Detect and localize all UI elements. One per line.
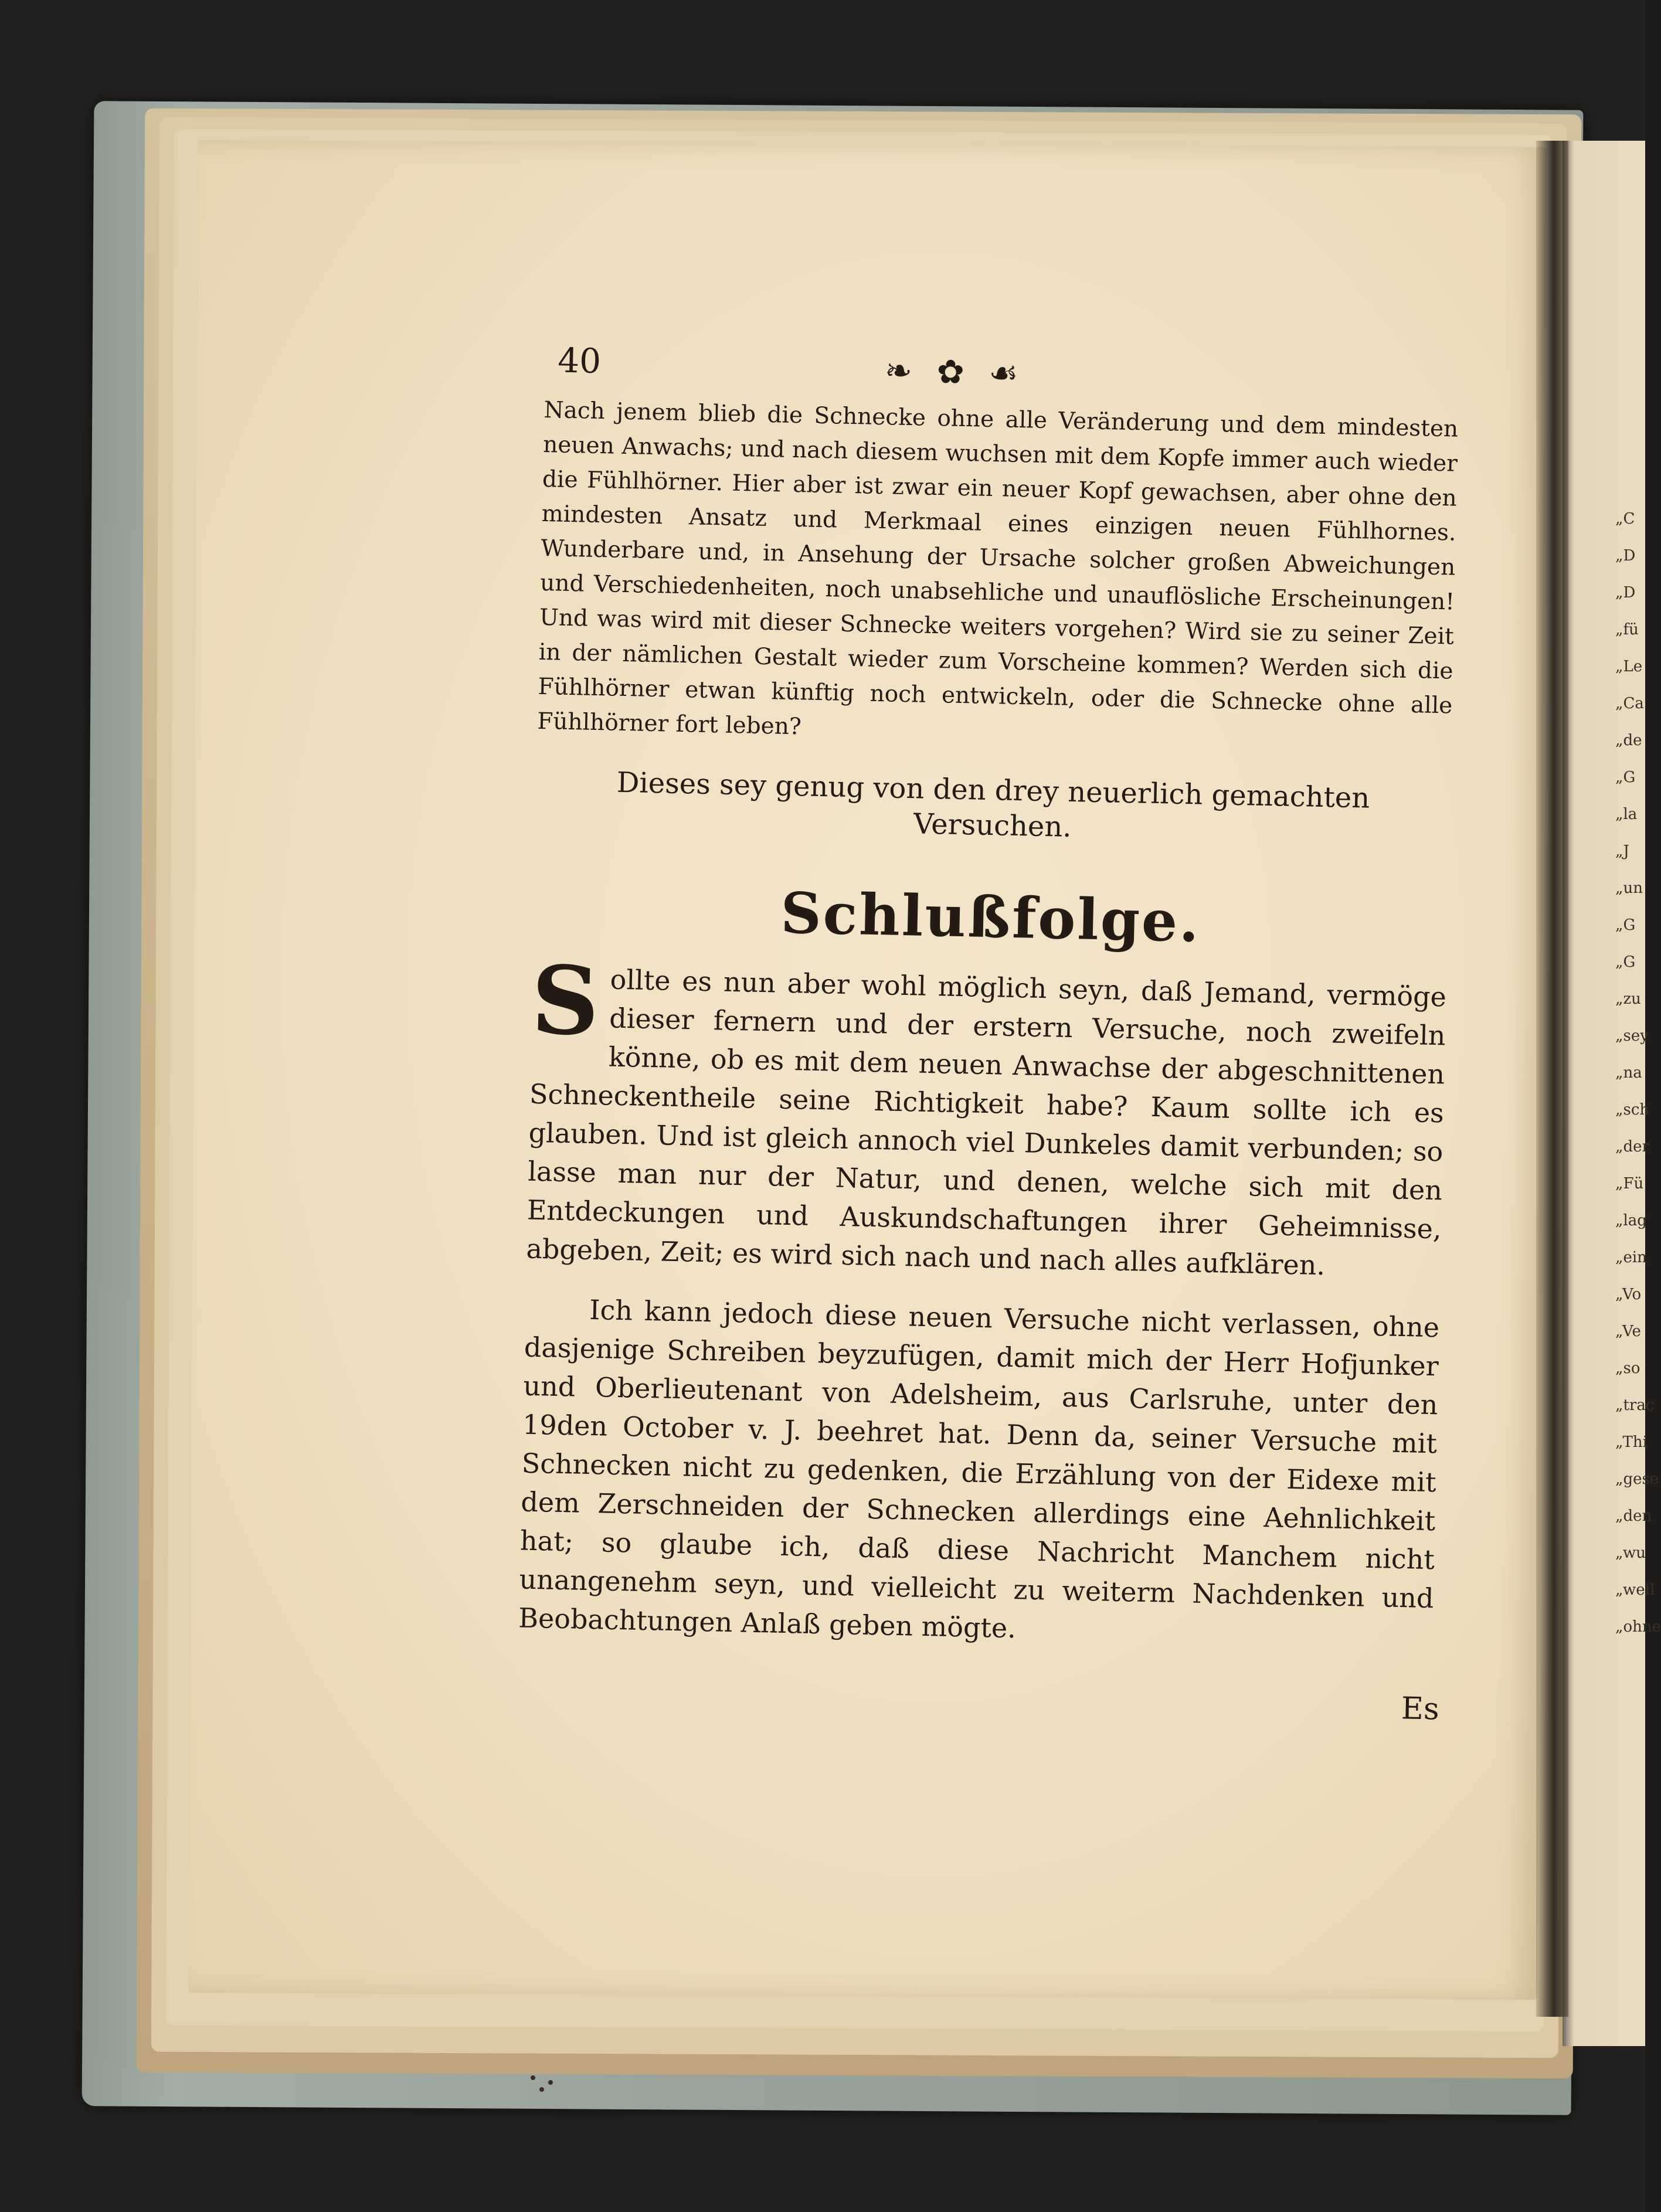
drop-cap: S <box>530 944 600 1057</box>
closing-statement: Dieses sey genug von den drey neuerlich gemachten Versuchen. <box>616 766 1370 844</box>
paper-speck <box>548 2080 553 2085</box>
facing-page-fragment: „Ve <box>1615 1323 1641 1340</box>
page-number: 40 <box>557 340 602 381</box>
paragraph-continuation: Nach jenem blieb die Schnecke ohne alle Veränderung und dem mindesten neuen Anwachs; und nach diesem wuchsen mit dem Kopfe immer auch wieder die Fühlhörner. Hier aber ist zwar ein neuer Kopf gewachsen, aber ohne den mindesten Ansatz und Merkmaal eines einzigen neuen Fühlhornes. Wunderbare und, in Ansehung der Ursache solcher großen Abweichungen und Verschiedenheiten, noch unabsehliche und unauflösliche Erscheinungen! Und was wird mit dieser Schnecke weiters vorgehen? Wird sie zu seiner Zeit in der nämlichen Gestalt wieder zum Vorscheine kommen? Werden sich die Fühlhörner etwan künftig noch entwickeln, oder die Schnecke ohne alle Fühlhörner fort leben? <box>536 396 1459 740</box>
header-ornament-icon: ❧ ✿ ☙ <box>884 352 1026 393</box>
facing-page-fragment: „Fü <box>1615 1175 1644 1192</box>
facing-page-fragment: „Vo <box>1615 1286 1642 1303</box>
paper-speck <box>539 2087 544 2092</box>
facing-page-fragment: „zu <box>1615 990 1641 1008</box>
facing-page-fragment: „J <box>1615 842 1629 860</box>
section-heading: Schlußfolge. <box>780 879 1201 955</box>
facing-page-fragment: „D <box>1615 584 1636 602</box>
facing-page-fragment: „sey <box>1615 1027 1649 1045</box>
facing-page-fragment: „na <box>1615 1064 1642 1082</box>
facing-page-fragment: „D <box>1615 547 1636 565</box>
facing-page-fragment: „wu <box>1615 1544 1646 1562</box>
facing-page-fragment: „trac <box>1615 1396 1655 1414</box>
facing-page-fragment: „sch <box>1615 1101 1650 1119</box>
facing-page-fragment: „la <box>1615 806 1638 823</box>
facing-page-fragment: „G <box>1615 953 1636 971</box>
facing-page-fragment: „den <box>1615 1507 1652 1525</box>
facing-page-fragment: „Ca <box>1615 695 1644 712</box>
facing-page-fragment: „weil <box>1615 1581 1655 1599</box>
facing-page-fragment: „ein <box>1615 1249 1647 1266</box>
facing-page-fragment: „fü <box>1615 621 1639 638</box>
facing-page-fragment: „lag <box>1615 1212 1647 1229</box>
paragraph-letter-intro: Ich kann jedoch diese neuen Versuche nicht verlassen, ohne dasjenige Schreiben beyzufügen, damit mich der Herr Hofjunker und Oberlieutenant von Adelsheim, aus Carlsruhe, unter den 19den October v. J. beehret hat. Denn da, seiner Versuche mit Schnecken nicht zu gedenken, die Erzählung von der Eidexe mit dem Zerschneiden der Schnecken allerdings eine Aehnlichkeit hat; so glaube ich, daß diese Nachricht Manchem nicht unangenehm seyn, und vielleicht zu weiterm Nachdenken und Beobachtungen Anlaß geben mögte. <box>518 1293 1440 1644</box>
book-gutter-shadow <box>1536 141 1568 2017</box>
facing-page-fragment: „Le <box>1615 658 1643 675</box>
catchword: Es <box>1401 1691 1440 1727</box>
paragraph-conclusion <box>525 944 1447 1287</box>
facing-page-fragment: „der <box>1615 1138 1649 1156</box>
facing-page-fragment: „de <box>1615 732 1642 749</box>
facing-page-fragment: „gese <box>1615 1470 1659 1488</box>
facing-page-fragment: „un <box>1615 879 1643 897</box>
facing-page-fragment: „ohne <box>1615 1618 1661 1636</box>
paragraph-conclusion-text: ollte es nun aber wohl möglich seyn, daß Jemand, vermöge dieser fernern und der erstern Versuche, noch zweifeln könne, ob es mit dem neuen Anwachse der abgeschnittenen Schneckentheile seine Richtigkeit habe? Kaum sollte ich es glauben. Und ist gleich annoch viel Dunkeles damit verbunden; so lasse man nur der Natur, und denen, welche sich mit den Entdeckungen und Auskundschaftungen ihrer Geheimnisse, abgeben, Zeit; es wird sich nach und nach alles aufklären. <box>525 963 1447 1282</box>
paper-speck <box>531 2075 535 2080</box>
facing-page-fragment: „G <box>1615 769 1636 786</box>
facing-page-text-fragments <box>1615 510 1661 1753</box>
facing-page-fragment: „so <box>1615 1360 1640 1377</box>
facing-page-fragment: „C <box>1615 510 1635 528</box>
facing-page-fragment: „Thi <box>1615 1433 1648 1451</box>
page-text-block <box>518 340 1460 1656</box>
facing-page-fragment: „G <box>1615 916 1636 934</box>
